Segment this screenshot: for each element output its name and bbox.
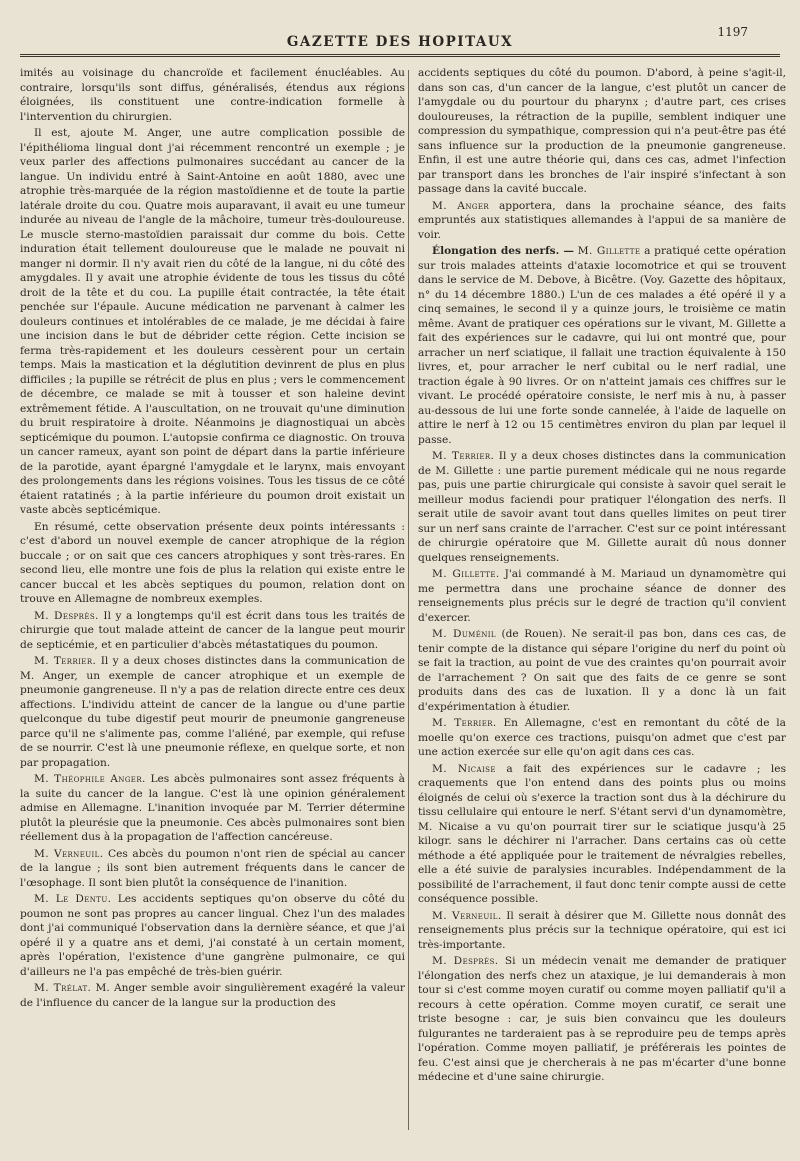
speaker-name: M. Duménil [432, 628, 496, 640]
paragraph [20, 772, 405, 845]
speaker-name: M. Nicaise [432, 762, 496, 775]
speaker-name: M. Verneuil. [432, 909, 502, 922]
journal-title: GAZETTE DES HOPITAUX [286, 34, 514, 50]
section-title: Élongation des nerfs. — [432, 245, 574, 257]
speaker-name: M. Desprès. [34, 609, 99, 622]
paragraph-text: Si un médecin venait me demander de pratiquer l'élongation des nerfs chez un ataxique, je lui demanderais à mon tour si c'est comme moyen curatif ou comme moyen palliatif qu'il a recours à cette opération. Comme moyen curatif, ce serait une triste besogne : car, je suis bien convaincu que les douleurs fulgurantes ne tarderaient pas à se reproduire peu de temps après l'opération. Comme moyen palliatif, je préférerais les pointes de feu. C'est ainsi que je chercherais à ne pas m'écarter d'une bonne médecine et d'une saine chirurgie. [418, 955, 787, 1083]
paragraph-text: apportera, dans la prochaine séance, des faits empruntés aux statistiques allemandes à l'appui de sa manière de voir. [418, 199, 787, 241]
paragraph [418, 66, 786, 197]
paragraph-text: En résumé, cette observation présente deux points intéressants : c'est d'abord un nouvel exemple de cancer atrophique de la région buccale ; or on sait que ces cancers atrophiques y sont très-rares. En second lieu, elle montre une fois de plus la relation qui existe entre le cancer buccal et les abcès septiques du poumon, relation dont on trouve en Allemagne de nombreux exemples. [20, 520, 405, 605]
paragraph-text: Les accidents septiques qu'on observe du côté du poumon ne sont pas propres au cancer lingual. Chez l'un des malades dont j'ai communiqué l'observation dans la dernière séance, et que j'ai opéré il y a quatre ans et demi, j'ai constaté à un certain moment, après l'opération, l'existence d'une gangrène pulmonaire, ce qui d'ailleurs ne l'a pas empêché de très-bien guérir. [20, 893, 405, 978]
paragraph-text: accidents septiques du côté du poumon. D'abord, à peine s'agit-il, dans son cas, d'un cancer de la langue, c'est plutôt un cancer de l'amygdale ou du pourtour du pharynx ; d'autre part, ces crises douloureuses, la rétraction de la pupille, semblent indiquer une compression du sympathique, compression qui n'a peut-être pas été sans influence sur la production de la pneumonie gangreneuse. Enfin, il est une autre théorie qui, dans ces cas, admet l'infection par transport dans les bronches de l'air inspiré s'infectant à son passage dans la cavité buccale. [418, 67, 786, 195]
paragraph [418, 954, 786, 1085]
paragraph-text: M. Anger semble avoir singulièrement exagéré la valeur de l'influence du cancer de la langue sur la production des [20, 982, 405, 1009]
page-number: 1197 [717, 25, 748, 39]
speaker-name: M. Gillette [577, 245, 641, 257]
paragraph [418, 199, 786, 243]
paragraph [20, 126, 405, 518]
paragraph-text: Ces abcès du poumon n'ont rien de spécial au cancer de la langue ; ils sont bien autrement fréquents dans le cancer de l'œsophage. Il sont bien plutôt la conséquence de l'inanition. [20, 847, 405, 889]
right-column [418, 66, 786, 1087]
paragraph-text: Il y a deux choses distinctes dans la communication de M. Anger, un exemple de cancer atrophique et un exemple de pneumonie gangreneuse. Il n'y a pas de relation directe entre ces deux affections. L'individu atteint de cancer de la langue ou d'une partie quelconque du tube digestif peut mourir de pneumonie gangreneuse parce qu'il ne s'alimente pas, comme l'aliéné, par exemple, qui refuse de se nourrir. C'est là une pneumonie réflexe, en quelque sorte, et non par propagation. [20, 655, 406, 769]
speaker-name: M. Anger [432, 199, 490, 212]
paragraph-text: a pratiqué cette opération sur trois malades atteints d'ataxie locomotrice et qui se trouvent dans le service de M. Debove, à Bicêtre. (Voy. Gazette des hôpitaux, n° du 14 décembre 1880.) L'un de ces malades a été opéré il y a cinq semaines, le second il y a quinze jours, le troisième ce matin même. Avant de pratiquer ces opérations sur le vivant, M. Gillette a fait des expériences sur le cadavre, qui lui ont montré que, pour arracher un nerf sciatique, il fallait une traction équivalente à 150 livres, et, pour arracher le nerf cubital ou le nerf radial, une traction égale à 90 livres. Or on n'atteint jamais ces chiffres sur le vivant. Le procédé opératoire consiste, le nerf mis à nu, à passer au-dessous de lui une forte sonde cannelée, à l'aide de laquelle on attire le nerf à 12 ou 15 centimètres environ du plan par lequel il passe. [418, 245, 787, 446]
speaker-name: M. Terrier. [432, 717, 497, 729]
header-rule [20, 54, 780, 57]
paragraph-text: Il serait à désirer que M. Gillette nous donnât des renseignements plus précis sur la technique opératoire, qui est ici très-importante. [418, 909, 786, 951]
paragraph-text: a fait des expériences sur le cadavre ; les craquements que l'on entend dans des points plus ou moins éloignés de celui où s'exerce la traction sont dus à la déchirure du tissu cellulaire qui entoure le nerf. S'étant servi d'un dynamomètre, M. Nicaise a vu qu'on pourrait tirer sur le sciatique jusqu'à 25 kilogr. sans le déchirer ni l'arracher. Dans certains cas où cette méthode a été appliquée pour le traitement de névralgies rebelles, elle a été suivie de paralysies incurables. Indépendamment de la possibilité de l'arrachement, il faut donc tenir compte aussi de cette conséquence possible. [418, 762, 787, 905]
paragraph [418, 716, 786, 760]
speaker-name: M. Desprès. [432, 955, 499, 967]
paragraph [20, 981, 405, 1010]
speaker-name: M. Le Dentu. [34, 893, 112, 905]
paragraph [418, 627, 786, 714]
speaker-name: M. Verneuil. [34, 847, 104, 860]
paragraph [20, 609, 405, 653]
paragraph [20, 892, 405, 979]
left-column [20, 66, 405, 1012]
page-header [20, 22, 780, 58]
paragraph [418, 449, 786, 565]
speaker-name: M. Théophile Anger. [34, 773, 146, 785]
paragraph [418, 909, 786, 953]
paragraph-text: imités au voisinage du chancroïde et facilement énucléables. Au contraire, lorsqu'ils sont diffus, généralisés, étendus aux régions éloignées, ils constituent une contre-indication formelle à l'intervention du chirurgien. [20, 67, 405, 123]
paragraph [20, 654, 405, 770]
paragraph [418, 244, 786, 447]
paragraph-text: Il y a longtemps qu'il est écrit dans tous les traités de chirurgie que tout malade atteint de cancer de la langue peut mourir de septicémie, et en particulier d'abcès métastatiques du poumon. [20, 609, 406, 651]
paragraph-text: Il est, ajoute M. Anger, une autre complication possible de l'épithélioma lingual dont j'ai récemment rencontré un exemple ; je veux parler des affections pulmonaires succédant au cancer de la langue. Un individu entré à Saint-Antoine en août 1880, avec une atrophie très-marquée de la région mastoïdienne et de toute la partie latérale droite du cou. Quatre mois auparavant, il avait eu une tumeur indurée au niveau de l'angle de la mâchoire, tumeur très-douloureuse. Le muscle sterno-mastoïdien paraissait dur comme du bois. Cette induration était tellement douloureuse que le malade ne pouvait ni manger ni dormir. Il n'y avait rien du côté de la langue, ni du côté des amygdales. Il y avait une atrophie évidente de tous les tissus du côté droit de la tête et du cou. La pupille était contractée, la tête était penchée sur l'épaule. Aucune médication ne parvenant à calmer les douleurs continues et intolérables de ce malade, je me décidai à faire une incision dans le but de débrider cette région. Cette incision se ferma très-rapidement et les douleurs cessèrent pour un certain temps. Mais la mastication et la déglutition devinrent de plus en plus difficiles ; la pupille se rétrécit de plus en plus ; vers le commencement de décembre, ce malade se mit à tousser et son haleine devint extrêmement fétide. A l'auscultation, on ne trouvait qu'une diminution du bruit respiratoire à droite. Néanmoins je diagnostiquai un abcès septicémique du poumon. L'autopsie confirma ce diagnostic. On trouva un cancer rameux, ayant son point de départ dans la partie inférieure de la parotide, ayant épargné l'amygdale et le larynx, mais envoyant des prolongements dans les régions voisines. Tous les tissus de ce côté étaient ratatinés ; à la partie inférieure du poumon droit existait un vaste abcès septicémique. [20, 127, 405, 516]
speaker-name: M. Terrier. [432, 450, 495, 462]
speaker-name: M. Terrier. [34, 655, 97, 667]
paragraph-text: J'ai commandé à M. Mariaud un dynamomètre qui me permettra dans une prochaine séance de donner des renseignements plus précis sur le degré de traction qu'il convient d'exercer. [418, 568, 786, 624]
speaker-name: M. Trélat. [34, 982, 92, 994]
paragraph [20, 847, 405, 891]
paragraph [418, 762, 786, 907]
column-divider [408, 70, 409, 1130]
paragraph-text: (de Rouen). Ne serait-il pas bon, dans ces cas, de tenir compte de la distance qui sépare l'origine du nerf du point où se fait la traction, au point de vue des craintes qu'on pourrait avoir de l'arrachement ? On sait que des faits de ce genre se sont produits dans des cas de luxation. Il y a donc là un fait d'expérimentation à étudier. [418, 628, 786, 713]
paragraph [418, 567, 786, 625]
paragraph-text: Les abcès pulmonaires sont assez fréquents à la suite du cancer de la langue. C'est là une opinion généralement admise en Allemagne. L'inanition invoquée par M. Terrier détermine plutôt la pleurésie que la pneumonie. Ces abcès pulmonaires sont bien réellement dus à la propagation de l'affection cancéreuse. [20, 773, 405, 843]
paragraph-text: En Allemagne, c'est en remontant du côté de la moelle qu'on exerce ces tractions, puisqu'on admet que c'est par une action exercée sur elle qu'on agit dans ces cas. [418, 717, 786, 758]
paragraph [20, 520, 405, 607]
speaker-name: M. Gillette. [432, 568, 500, 580]
paragraph-text: Il y a deux choses distinctes dans la communication de M. Gillette : une partie purement médicale qui ne nous regarde pas, puis une partie chirurgicale qui consiste à savoir quel serait le meilleur modus faciendi pour pratiquer l'élongation des nerfs. Il serait utile de savoir avant tout dans quelles limites on peut tirer sur un nerf sans crainte de l'arracher. C'est sur ce point intéressant de chirurgie opératoire que M. Gillette aurait dû nous donner quelques renseignements. [418, 450, 787, 564]
paragraph [20, 66, 405, 124]
